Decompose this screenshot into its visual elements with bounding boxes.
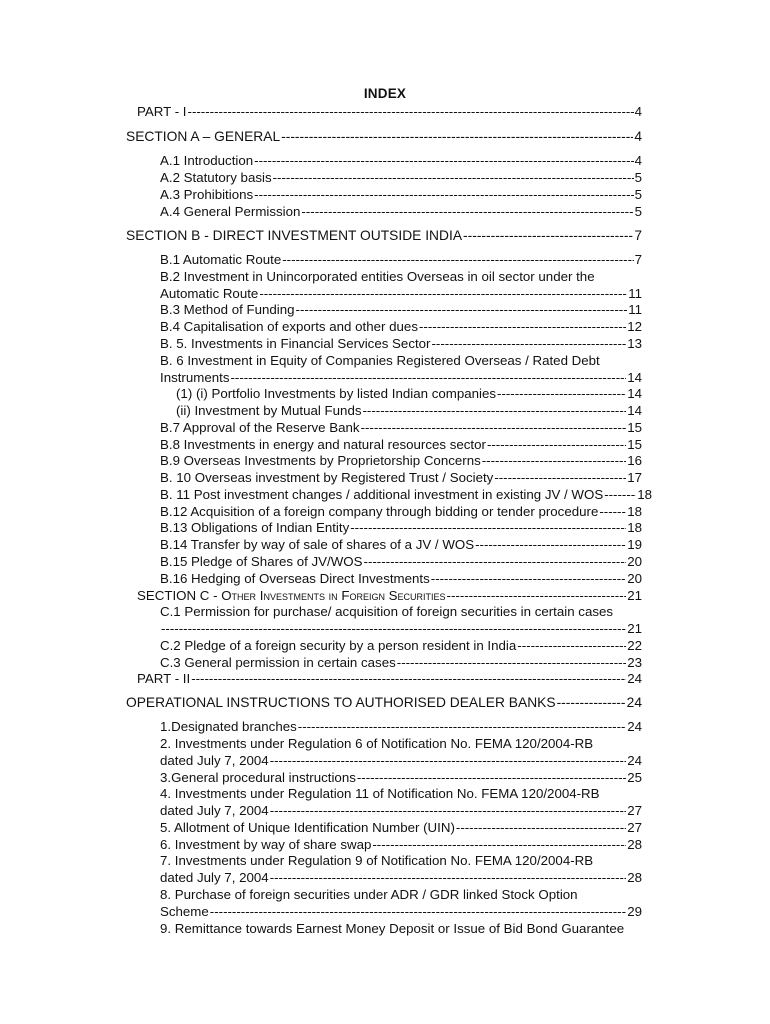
toc-entry — [160, 301, 642, 318]
dot-leader — [270, 752, 627, 769]
toc-entry-title: A.1 Introduction — [160, 153, 254, 168]
toc-entry — [160, 369, 642, 386]
toc-entry-page: 24 — [627, 753, 642, 768]
toc-entry-title: SECTION C - Other Investments in Foreign Securities — [137, 588, 446, 603]
dot-leader — [431, 335, 626, 352]
dot-leader — [447, 587, 627, 604]
toc-entry-page: 12 — [627, 319, 642, 334]
toc-entry-page: 4 — [634, 153, 642, 168]
toc-entry — [160, 852, 660, 869]
toc-entry — [160, 620, 642, 637]
toc-entry-page: 7 — [634, 228, 642, 243]
toc-entry-title: Instruments — [160, 370, 230, 385]
dot-leader — [557, 694, 626, 711]
toc-entry-page: 25 — [627, 770, 642, 785]
toc-entry-title: B.13 Obligations of Indian Entity — [160, 520, 350, 535]
toc-entry-title: 2. Investments under Regulation 6 of Notification No. FEMA 120/2004-RB — [160, 736, 594, 751]
toc-entry-title: B.3 Method of Funding — [160, 302, 295, 317]
toc-entry — [160, 802, 642, 819]
toc-entry — [160, 869, 642, 886]
toc-entry-title: B.4 Capitalisation of exports and other dues — [160, 319, 418, 334]
toc-entry-page: 29 — [627, 904, 642, 919]
dot-leader — [357, 769, 626, 786]
dot-leader — [604, 486, 636, 503]
dot-leader — [161, 620, 626, 637]
toc-entry-page: 28 — [627, 870, 642, 885]
toc-entry — [160, 654, 642, 671]
dot-leader — [487, 436, 626, 453]
dot-leader — [517, 637, 626, 654]
toc-entry — [160, 469, 642, 486]
toc-entry-page: 27 — [627, 803, 642, 818]
dot-leader — [281, 128, 633, 145]
toc-entry-title: SECTION A – GENERAL — [126, 129, 281, 144]
toc-entry-title: B.14 Transfer by way of sale of shares of a JV / WOS — [160, 537, 475, 552]
toc-entry-page: 18 — [627, 520, 642, 535]
toc-entry — [126, 694, 642, 711]
toc-entry-title: B.15 Pledge of Shares of JV/WOS — [160, 554, 363, 569]
toc-entry-title: C.2 Pledge of a foreign security by a person resident in India — [160, 638, 517, 653]
toc-entry-page: 17 — [627, 470, 642, 485]
toc-entry-title: A.4 General Permission — [160, 204, 301, 219]
dot-leader — [482, 452, 626, 469]
dot-leader — [361, 419, 627, 436]
toc-entry-page: 22 — [627, 638, 642, 653]
toc-entry — [160, 503, 642, 520]
dot-leader — [431, 570, 626, 587]
toc-entry — [160, 268, 660, 285]
dot-leader — [298, 718, 626, 735]
toc-entry-title: C.3 General permission in certain cases — [160, 655, 396, 670]
toc-entry-page: 14 — [627, 403, 642, 418]
toc-entry-title: 7. Investments under Regulation 9 of Notification No. FEMA 120/2004-RB — [160, 853, 594, 868]
toc-entry — [160, 352, 660, 369]
toc-entry-title: dated July 7, 2004 — [160, 870, 269, 885]
toc-entry-page: 11 — [628, 286, 642, 301]
dot-leader — [494, 469, 626, 486]
toc-entry-title: B. 5. Investments in Financial Services Sector — [160, 336, 431, 351]
toc-entry-page: 18 — [637, 487, 652, 502]
toc-entry — [160, 419, 642, 436]
dot-leader — [463, 227, 633, 244]
dot-leader — [456, 819, 626, 836]
toc-entry-page: 19 — [627, 537, 642, 552]
toc-entry — [160, 570, 642, 587]
toc-entry — [160, 886, 660, 903]
toc-entry — [160, 169, 642, 186]
toc-entry — [126, 227, 642, 244]
toc-entry-page: 4 — [634, 104, 642, 119]
toc-entry — [160, 735, 660, 752]
toc-entry-title: A.3 Prohibitions — [160, 187, 254, 202]
toc-entry-title: B.7 Approval of the Reserve Bank — [160, 420, 360, 435]
toc-entry-page: 5 — [634, 187, 642, 202]
dot-leader — [350, 519, 626, 536]
toc-entry — [160, 519, 642, 536]
toc-entry — [160, 452, 642, 469]
toc-entry — [160, 251, 642, 268]
toc-entry-page: 24 — [627, 719, 642, 734]
toc-entry-title: 1.Designated branches — [160, 719, 297, 734]
dot-leader — [210, 903, 626, 920]
toc-entry — [160, 785, 660, 802]
toc-entry — [160, 186, 642, 203]
toc-entry — [160, 769, 642, 786]
toc-entry — [160, 152, 642, 169]
toc-entry-title: 3.General procedural instructions — [160, 770, 356, 785]
toc-entry — [137, 670, 642, 687]
toc-entry-title: 6. Investment by way of share swap — [160, 837, 372, 852]
toc-entry-page: 18 — [627, 504, 642, 519]
dot-leader — [364, 553, 627, 570]
dot-leader — [188, 103, 634, 120]
toc-entry-page: 5 — [634, 204, 642, 219]
dot-leader — [301, 203, 633, 220]
toc-entry-title: Scheme — [160, 904, 209, 919]
toc-entry-page: 14 — [627, 370, 642, 385]
toc-entry-page: 21 — [627, 588, 642, 603]
toc-entry — [160, 318, 642, 335]
toc-entry — [126, 128, 642, 145]
dot-leader — [363, 402, 627, 419]
toc-entry — [176, 385, 642, 402]
toc-entry — [160, 335, 642, 352]
toc-entry-title: 8. Purchase of foreign securities under ADR / GDR linked Stock Option — [160, 887, 578, 902]
toc-entry-title: C.1 Permission for purchase/ acquisition of foreign securities in certain cases — [160, 604, 614, 619]
toc-entry — [160, 603, 660, 620]
toc-entry-page: 23 — [627, 655, 642, 670]
toc-entry — [160, 819, 642, 836]
toc-entry-page: 20 — [627, 571, 642, 586]
dot-leader — [419, 318, 626, 335]
toc-entry-title: (ii) Investment by Mutual Funds — [176, 403, 362, 418]
toc-entry — [160, 553, 642, 570]
toc-entry — [160, 903, 642, 920]
toc-entry-page: 14 — [627, 386, 642, 401]
toc-entry-page: 11 — [628, 302, 642, 317]
dot-leader — [230, 369, 626, 386]
toc-entry-title: dated July 7, 2004 — [160, 803, 269, 818]
toc-entry-title: B.2 Investment in Unincorporated entities Overseas in oil sector under the — [160, 269, 595, 284]
toc-entry-title: 5. Allotment of Unique Identification Number (UIN) — [160, 820, 455, 835]
dot-leader — [273, 169, 634, 186]
toc-entry-page: 20 — [627, 554, 642, 569]
toc-entry-title: B. 11 Post investment changes / additional investment in existing JV / WOS — [160, 487, 604, 502]
page-title: INDEX — [363, 86, 407, 101]
dot-leader — [475, 536, 626, 553]
dot-leader — [397, 654, 626, 671]
toc-entry-page: 13 — [627, 336, 642, 351]
toc-entry-title: B. 6 Investment in Equity of Companies Registered Overseas / Rated Debt — [160, 353, 600, 368]
toc-entry-title: B.16 Hedging of Overseas Direct Investments — [160, 571, 430, 586]
toc-entry-page: 15 — [627, 437, 642, 452]
toc-entry-title: dated July 7, 2004 — [160, 753, 269, 768]
dot-leader — [296, 301, 628, 318]
toc-entry-page: 21 — [627, 621, 642, 636]
dot-leader — [372, 836, 626, 853]
toc-entry-page: 5 — [634, 170, 642, 185]
toc-entry — [160, 536, 642, 553]
dot-leader — [254, 186, 633, 203]
toc-entry-page: 24 — [627, 671, 642, 686]
toc-entry — [160, 718, 642, 735]
toc-entry — [160, 836, 642, 853]
dot-leader — [497, 385, 626, 402]
toc-entry — [160, 920, 660, 937]
dot-leader — [282, 251, 633, 268]
toc-entry — [160, 285, 642, 302]
toc-entry-page: 16 — [627, 453, 642, 468]
toc-entry-title: OPERATIONAL INSTRUCTIONS TO AUTHORISED DEALER BANKS — [126, 695, 556, 710]
toc-entry-title: B.1 Automatic Route — [160, 252, 282, 267]
toc-entry-title: 4. Investments under Regulation 11 of Notification No. FEMA 120/2004-RB — [160, 786, 600, 801]
dot-leader — [270, 869, 627, 886]
toc-entry-title: PART - I — [137, 104, 187, 119]
toc-entry — [137, 103, 642, 120]
toc-entry-title: (1) (i) Portfolio Investments by listed Indian companies — [176, 386, 497, 401]
toc-entry-title: PART - II — [137, 671, 191, 686]
toc-entry — [160, 436, 642, 453]
dot-leader — [254, 152, 633, 169]
toc-entry — [160, 752, 642, 769]
toc-entry-page: 28 — [627, 837, 642, 852]
toc-entry-title: Automatic Route — [160, 286, 259, 301]
toc-entry-page: 27 — [627, 820, 642, 835]
toc-entry-title: B.9 Overseas Investments by Proprietorship Concerns — [160, 453, 481, 468]
dot-leader — [259, 285, 627, 302]
toc-entry — [160, 486, 652, 503]
toc-entry — [176, 402, 642, 419]
dot-leader — [599, 503, 626, 520]
toc-entry — [137, 587, 642, 604]
toc-entry-title: 9. Remittance towards Earnest Money Deposit or Issue of Bid Bond Guarantee — [160, 921, 625, 936]
toc-entry-page: 15 — [627, 420, 642, 435]
toc-entry — [160, 203, 642, 220]
toc-entry-page: 4 — [634, 129, 642, 144]
toc-entry-page: 24 — [626, 695, 642, 710]
dot-leader — [191, 670, 626, 687]
toc-entry-title: B.8 Investments in energy and natural resources sector — [160, 437, 486, 452]
toc-entry — [160, 637, 642, 654]
toc-entry-title: SECTION B - DIRECT INVESTMENT OUTSIDE INDIA — [126, 228, 463, 243]
toc-entry-page: 7 — [634, 252, 642, 267]
dot-leader — [270, 802, 627, 819]
toc-entry-title: A.2 Statutory basis — [160, 170, 272, 185]
toc-entry-title: B.12 Acquisition of a foreign company through bidding or tender procedure — [160, 504, 599, 519]
toc-entry-title: B. 10 Overseas investment by Registered Trust / Society — [160, 470, 494, 485]
